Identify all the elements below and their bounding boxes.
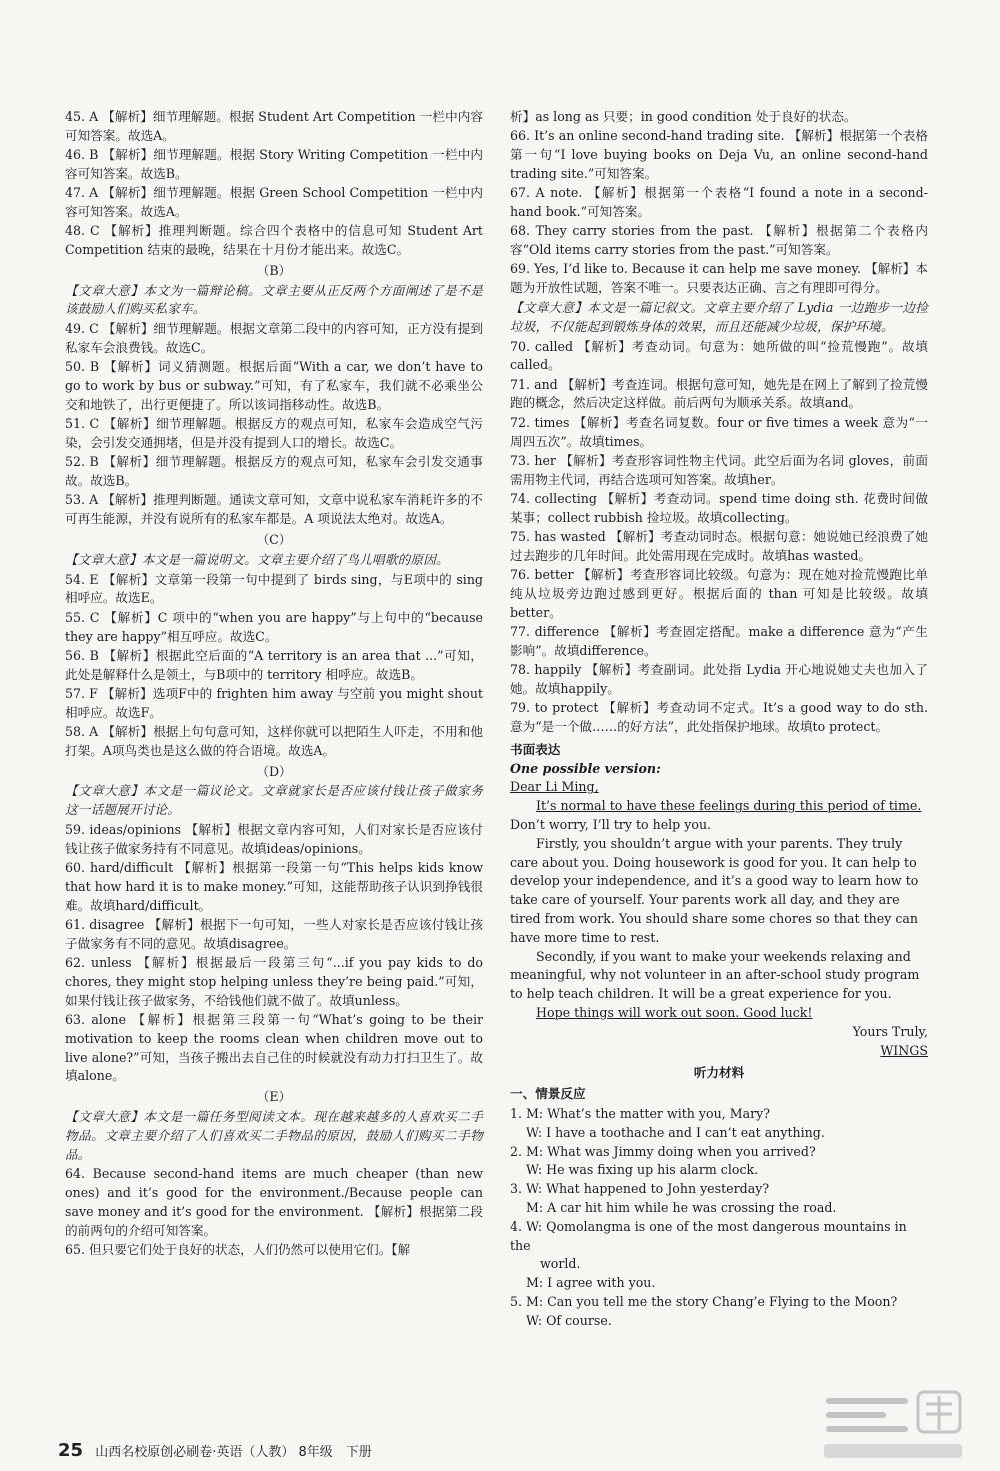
dialog-line: 3. W: What happened to John yesterday? (510, 1181, 770, 1197)
answer-45: 45. A 【解析】细节理解题。根据 Student Art Competition 一栏中内容可知答案。故选A。 (65, 109, 483, 143)
answer-57: 57. F 【解析】选项F中的 frighten him away 与空前 you might shout 相呼应。故选F。 (65, 685, 483, 720)
section-c-summary: 【文章大意】本文是一篇说明文。文章主要介绍了鸟儿唱歌的原因。 (65, 551, 449, 567)
answer-63: 63. alone 【解析】根据第三段第一句“What’s going to be their motivation to keep the rooms clean when children move out to live alone?”可知，当孩子搬出去自己住的时候就没有动力打扫卫生了。故填alone。 (65, 1011, 483, 1084)
answer-79: 79. to protect 【解析】考查动词不定式。It’s a good way to do sth. 意为“是一个做……的好方法”，此处指保护地球。故填to protect。 (510, 700, 928, 734)
answer-72: 72. times 【解析】考查名词复数。four or five times a week 意为“一周四五次”。故填times。 (510, 414, 928, 449)
dialog-line: W: He was fixing up his alarm clock. (526, 1162, 759, 1178)
section-d-heading: （D） (256, 763, 292, 779)
letter-paragraph-3: Secondly, if you want to make your weekends relaxing and meaningful, why not volunteer in an after-school study program to help teach children. It will be a great experience for you. (510, 948, 920, 1002)
dialog-line: M: I agree with you. (526, 1275, 656, 1291)
section-e-heading: （E） (256, 1089, 292, 1105)
letter-paragraph-4: Hope things will work out soon. Good luck! (536, 1004, 813, 1020)
answer-49: 49. C 【解析】细节理解题。根据文章第二段中的内容可知，正方没有提到私家车会浪费钱。故选C。 (65, 321, 483, 356)
dialog-line: M: A car hit him while he was crossing the road. (526, 1199, 837, 1215)
answer-70: 70. called 【解析】考查动词。句意为：她所做的叫“捡荒慢跑”。故填called。 (510, 338, 928, 373)
footer-title: 山西名校原创必刷卷·英语（人教） 8年级 下册 (95, 1445, 372, 1460)
letter-closing: Yours Truly, (852, 1023, 928, 1039)
answer-78: 78. happily 【解析】考查副词。此处指 Lydia 开心地说她丈夫也加入了她。故填happily。 (510, 662, 928, 696)
answer-62: 62. unless 【解析】根据最后一段第三句“...if you pay kids to do chores, they might stop helping unless they’re being paid.”可知，如果付钱让孩子做家务，不给钱他们就不做了。故填unless。 (65, 955, 483, 1008)
answer-54: 54. E 【解析】文章第一段第一句中提到了 birds sing，与E项中的 sing 相呼应。故选E。 (65, 571, 483, 606)
answer-77: 77. difference 【解析】考查固定搭配。make a difference 意为“产生影响”。故填difference。 (510, 624, 928, 658)
answer-59: 59. ideas/opinions 【解析】根据文章内容可知，人们对家长是否应该付钱让孩子做家务持有不同意见。故填ideas/opinions。 (65, 821, 483, 856)
left-column (65, 108, 483, 1260)
answer-74: 74. collecting 【解析】考查动词。spend time doing sth. 花费时间做某事；collect rubbish 捡垃圾。故填collecting。 (510, 490, 928, 525)
answer-66: 66. It’s an online second-hand trading site. 【解析】根据第一个表格第一句“I love buying books on Deja Vu, an online second-hand trading site.”可知答案。 (510, 128, 928, 181)
listening-subtitle: 一、情景反应 (510, 1086, 586, 1102)
answer-48: 48. C 【解析】推理判断题。综合四个表格中的信息可知 Student Art Competition 结束的最晚，结果在十月份才能出来。故选C。 (65, 223, 483, 258)
answer-47: 47. A 【解析】细节理解题。根据 Green School Competition 一栏中内容可知答案。故选A。 (65, 185, 483, 219)
answer-52: 52. B 【解析】细节理解题。根据反方的观点可知，私家车会引发交通事故。故选B。 (65, 454, 483, 489)
letter-p1-rest: Don’t worry, I’ll try to help you. (510, 816, 712, 832)
answer-69: 69. Yes, I’d like to. Because it can help me save money. 【解析】本题为开放性试题，答案不唯一。只要表达正确、言之有理即可得分。 (510, 261, 928, 296)
answer-76: 76. better 【解析】考查形容词比较级。句意为：现在她对捡荒慢跑比单纯从垃圾旁边跑过感到更好。根据后面的 than 可知是比较级。故填better。 (510, 567, 928, 620)
dialog-line: 1. M: What’s the matter with you, Mary? (510, 1105, 771, 1121)
listening-title: 听力材料 (693, 1065, 745, 1081)
section-e-summary: 【文章大意】本文是一篇任务型阅读文本。现在越来越多的人喜欢买二手物品。文章主要介绍了人们喜欢买二手物品的原因，鼓励人们购买二手物品。 (65, 1108, 483, 1162)
answer-67: 67. A note. 【解析】根据第一个表格“I found a note in a second-hand book.”可知答案。 (510, 185, 928, 219)
answer-75: 75. has wasted 【解析】考查动词时态。根据句意：她说她已经浪费了她过去跑步的几年时间。此处需用现在完成时。故填has wasted。 (510, 529, 928, 563)
dialog-line: world. (540, 1256, 581, 1272)
watermark-logo (818, 1388, 968, 1466)
answer-53: 53. A 【解析】推理判断题。通读文章可知，文章中说私家车消耗许多的不可再生能源，并没有说所有的私家车都是。A 项说法太绝对。故选A。 (65, 492, 483, 527)
dialog-line: 5. M: Can you tell me the story Chang’e Flying to the Moon? (510, 1293, 898, 1309)
answer-68: 68. They carry stories from the past. 【解析】根据第二个表格内容“Old items carry stories from the past.”可知答案。 (510, 223, 928, 258)
dialog-line: 2. M: What was Jimmy doing when you arrived? (510, 1143, 816, 1159)
dialog-line: W: I have a toothache and I can’t eat anything. (526, 1124, 825, 1140)
answer-71: 71. and 【解析】考查连词。根据句意可知，她先是在网上了解到了捡荒慢跑的概念，然后决定这样做。前后两句为顺承关系。故填and。 (510, 376, 928, 411)
answer-51: 51. C 【解析】细节理解题。根据反方的观点可知，私家车会造成空气污染，会引发交通拥堵，但是并没有提到人口的增长。故选C。 (65, 416, 483, 451)
answer-60: 60. hard/difficult 【解析】根据第一段第一句“This helps kids know that how hard it is to make money.”可知，这能帮助孩子认识到挣钱很难。故填hard/difficult。 (65, 860, 483, 913)
letter-paragraph-2: Firstly, you shouldn’t argue with your parents. They truly care about you. Doing housework is good for you. It can help to develop your independence, and it’s a good way to learn how to take care of yourself. Your parents work all day, and they are tired from work. You should share some chores so that they can have more time to rest. (510, 835, 919, 945)
answer-65-cont: 析】as long as 只要；in good condition 处于良好的状态。 (510, 109, 857, 124)
right-column (510, 108, 928, 1331)
page-footer (58, 1440, 372, 1461)
answer-58: 58. A 【解析】根据上句句意可知，这样你就可以把陌生人吓走，不用和他打架。A项鸟类也是这么做的符合语境。故选A。 (65, 724, 483, 758)
section-d-summary: 【文章大意】本文是一篇议论文。文章就家长是否应该付钱让孩子做家务这一话题展开讨论。 (65, 783, 483, 818)
writing-heading: 书面表达 (510, 741, 561, 757)
answer-65: 65. 但只要它们处于良好的状态，人们仍然可以使用它们。【解 (65, 1242, 411, 1258)
answer-64: 64. Because second-hand items are much cheaper (than new ones) and it’s good for the environment./Because people can save money and it’s good for the environment. 【解析】根据第二段的前两句的介绍可知答案。 (65, 1166, 483, 1238)
page-number: 25 (58, 1440, 84, 1461)
letter-signer: WINGS (880, 1042, 928, 1058)
letter-salutation: Dear Li Ming, (510, 779, 599, 795)
dialog-line: 4. W: Qomolangma is one of the most dangerous mountains in the (510, 1218, 907, 1253)
section-b-summary: 【文章大意】本文为一篇辩论稿。文章主要从正反两个方面阐述了是不是该鼓励人们购买私家车。 (65, 282, 483, 317)
letter-paragraph-1 (510, 797, 928, 835)
dialog-line: W: Of course. (526, 1312, 612, 1328)
section-b-heading: （B） (256, 262, 292, 278)
answer-61: 61. disagree 【解析】根据下一句可知，一些人对家长是否应该付钱让孩子做家务有不同的意见。故填disagree。 (65, 916, 483, 951)
section-c-heading: （C） (256, 532, 292, 548)
sample-version-label: One possible version: (510, 760, 661, 776)
dialog-list (510, 1105, 928, 1331)
answer-73: 73. her 【解析】考查形容词性物主代词。此空后面为名词 gloves，前面需用物主代词，再结合选项可知答案。故填her。 (510, 452, 928, 487)
answer-56: 56. B 【解析】根据此空后面的“A territory is an area that ...”可知，此处是解释什么是领土，与B项中的 territory 相呼应。故选B。 (65, 647, 483, 682)
answer-55: 55. C 【解析】C 项中的“when you are happy”与上句中的“because they are happy”相互呼应。故选C。 (65, 609, 483, 644)
letter-p1-underlined: It’s normal to have these feelings during this period of time. (536, 798, 922, 814)
answer-50: 50. B 【解析】词义猜测题。根据后面“With a car, we don’t have to go to work by bus or subway.”可知，有了私家车，我们就不必乘坐公交和地铁了，出行更便捷了。所以该词指移动性。故选B。 (65, 359, 483, 412)
section-f-summary: 【文章大意】本文是一篇记叙文。文章主要介绍了 Lydia 一边跑步一边捡垃圾，不仅能起到锻炼身体的效果，而且还能减少垃圾，保护环境。 (510, 299, 928, 334)
answer-46: 46. B 【解析】细节理解题。根据 Story Writing Competition 一栏中内容可知答案。故选B。 (65, 147, 483, 181)
